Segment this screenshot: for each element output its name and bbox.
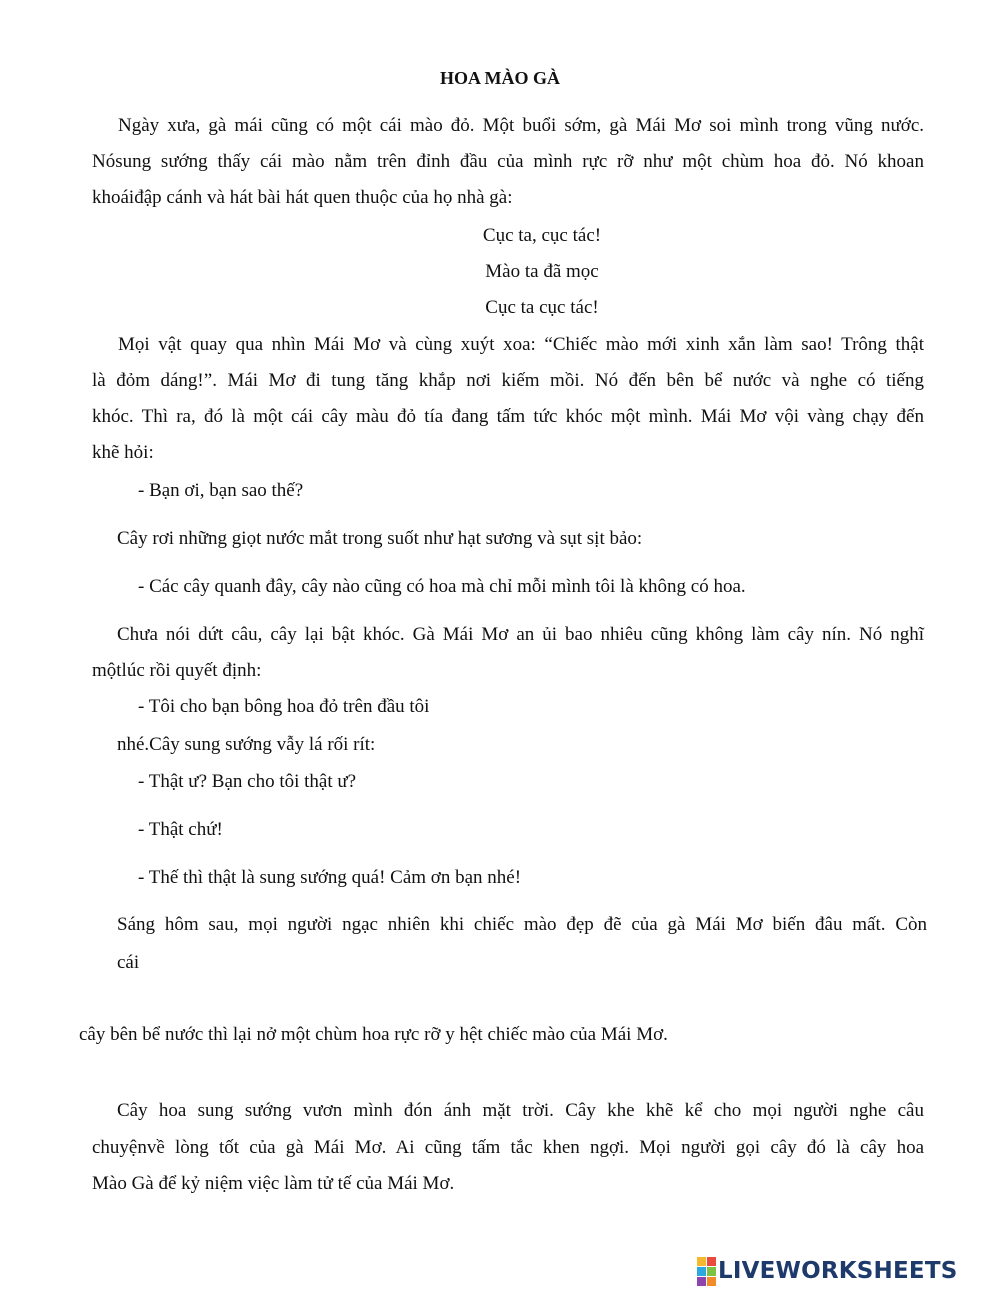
dialogue-line: - Tôi cho bạn bông hoa đỏ trên đầu tôi <box>138 696 430 717</box>
document-title: HOA MÀO GÀ <box>440 68 560 88</box>
dialogue-line: - Các cây quanh đây, cây nào cũng có hoa mà chỉ mỗi mình tôi là không có hoa. <box>138 576 746 597</box>
dialogue-line: - Thật ư? Bạn cho tôi thật ư? <box>138 771 357 792</box>
logo-block <box>697 1257 706 1266</box>
paragraph-line: Sáng hôm sau, mọi người ngạc nhiên khi chiếc mào đẹp đẽ của gà Mái Mơ biến đâu mất. Còn <box>117 914 927 935</box>
dialogue-line: - Thế thì thật là sung sướng quá! Cảm ơn bạn nhé! <box>138 867 522 888</box>
logo-block <box>697 1267 706 1276</box>
paragraph-line: chuyệnvề lòng tốt của gà Mái Mơ. Ai cũng tấm tắc khen ngợi. Mọi người gọi cây đó là cây hoa <box>92 1137 924 1158</box>
paragraph-line: khẽ hỏi: <box>92 442 154 463</box>
paragraph-line: Mào Gà để kỷ niệm việc làm tử tế của Mái Mơ. <box>92 1173 455 1194</box>
logo-block <box>697 1277 706 1286</box>
verse-line: Mào ta đã mọc <box>485 261 599 282</box>
paragraph-line: Cây hoa sung sướng vươn mình đón ánh mặt trời. Cây khe khẽ kể cho mọi người nghe câu <box>117 1100 924 1121</box>
liveworksheets-logo-text: LIVEWORKSHEETS <box>718 1258 958 1284</box>
paragraph-line: Cây rơi những giọt nước mắt trong suốt như hạt sương và sụt sịt bảo: <box>117 528 643 549</box>
liveworksheets-logo[interactable] <box>697 1256 957 1286</box>
paragraph-line: là đỏm dáng!”. Mái Mơ đi tung tăng khắp nơi kiếm mồi. Nó đến bên bể nước và nghe có tiếng <box>92 370 924 391</box>
paragraph-line: mộtlúc rồi quyết định: <box>92 660 262 681</box>
verse-line: Cục ta cục tác! <box>485 297 599 318</box>
logo-block <box>707 1257 716 1266</box>
verse-line: Cục ta, cục tác! <box>482 225 602 246</box>
logo-block <box>707 1277 716 1286</box>
paragraph-line: cái <box>117 952 140 973</box>
paragraph-line: Nósung sướng thấy cái mào nằm trên đỉnh đầu của mình rực rỡ như một chùm hoa đỏ. Nó khoan <box>92 151 924 172</box>
paragraph-line: Ngày xưa, gà mái cũng có một cái mào đỏ. Một buổi sớm, gà Mái Mơ soi mình trong vũng nước. <box>118 115 924 136</box>
paragraph-line: nhé.Cây sung sướng vẫy lá rối rít: <box>117 734 376 755</box>
paragraph-line: cây bên bể nước thì lại nở một chùm hoa rực rỡ y hệt chiếc mào của Mái Mơ. <box>79 1024 668 1045</box>
paragraph-line: khóc. Thì ra, đó là một cái cây màu đỏ tía đang tấm tức khóc một mình. Mái Mơ vội vàng chạy đến <box>92 406 924 427</box>
paragraph-line: Mọi vật quay qua nhìn Mái Mơ và cùng xuýt xoa: “Chiếc mào mới xinh xắn làm sao! Trông thật <box>118 334 924 355</box>
dialogue-line: - Bạn ơi, bạn sao thế? <box>138 480 304 501</box>
dialogue-line: - Thật chứ! <box>138 819 223 840</box>
logo-block <box>707 1267 716 1276</box>
paragraph-line: Chưa nói dứt câu, cây lại bật khóc. Gà Mái Mơ an ủi bao nhiêu cũng không làm cây nín. Nó nghĩ <box>117 624 924 645</box>
paragraph-line: khoáiđập cánh và hát bài hát quen thuộc của họ nhà gà: <box>92 187 513 208</box>
liveworksheets-logo-icon <box>697 1257 716 1286</box>
